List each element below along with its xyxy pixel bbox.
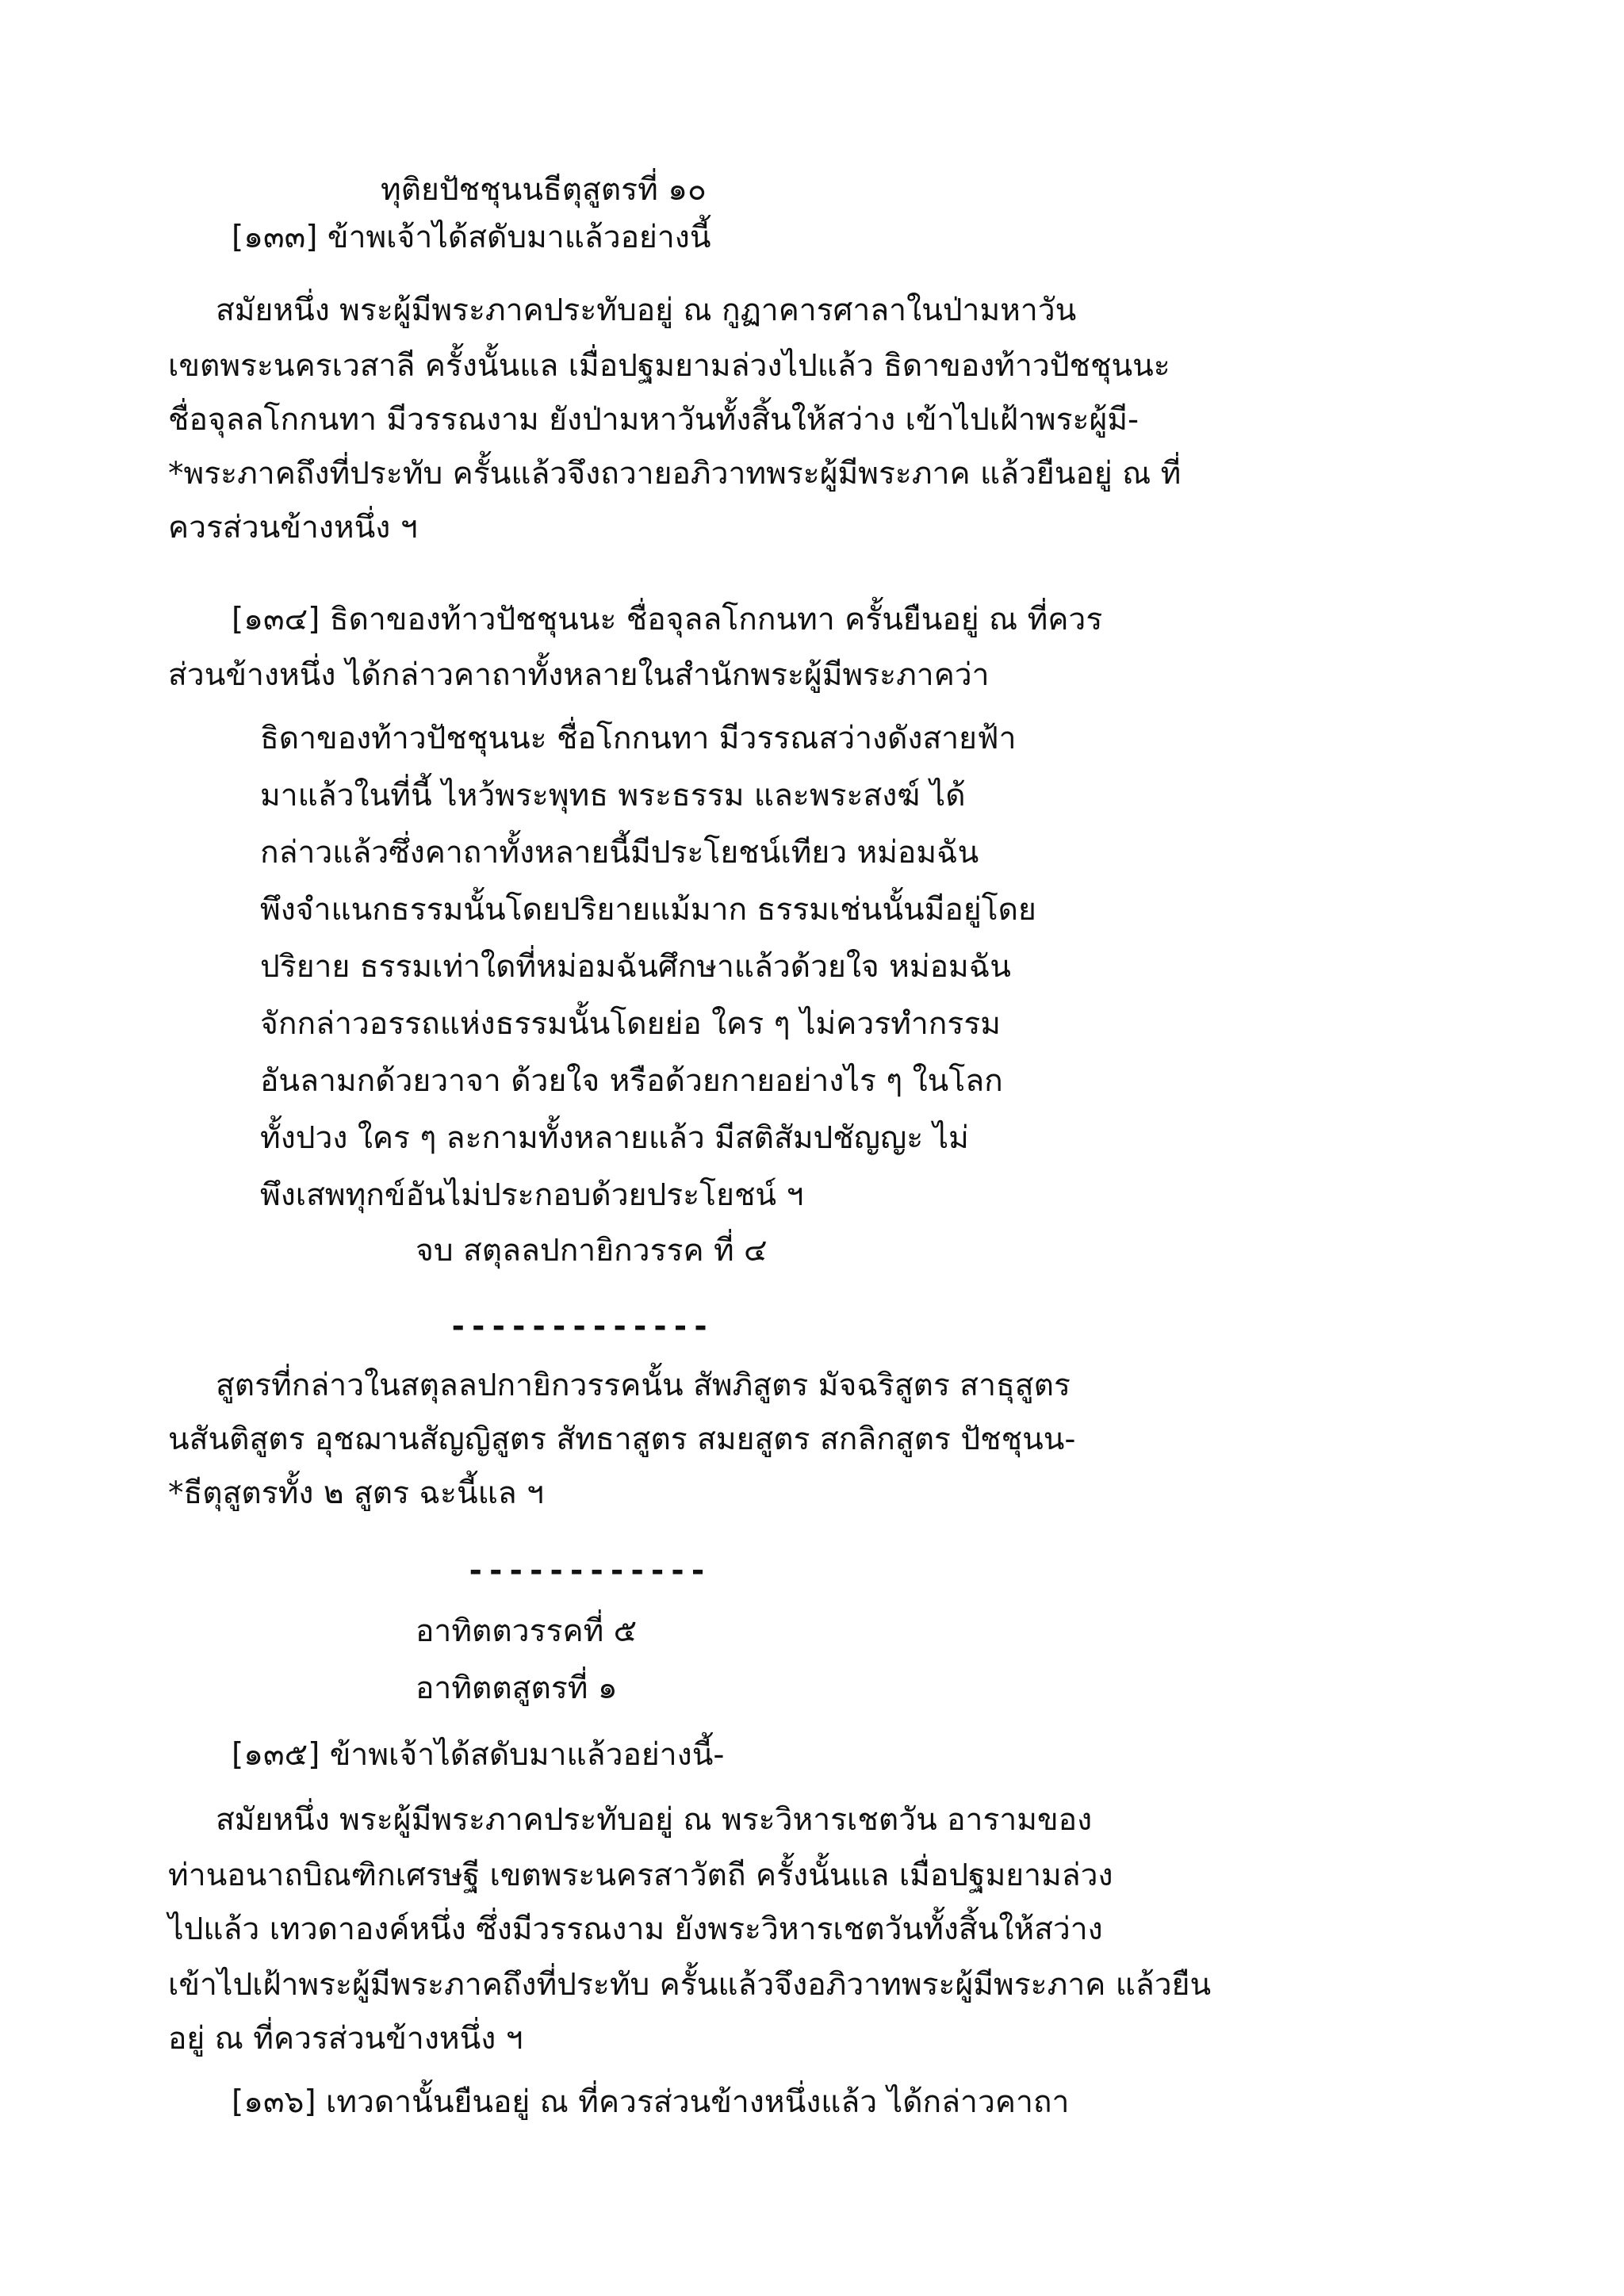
paragraph-133-heading: [๑๓๓] ข้าพเจ้าได้สดับมาแล้วอย่างนี้ — [232, 220, 711, 255]
sutta-title-10: ทุติยปัชชุนนธีตุสูตรที่ ๑๐ — [381, 172, 707, 208]
text-line: นสันติสูตร อุชฌานสัญญิสูตร สัทธาสูตร สมยสูตร สกลิกสูตร ปัชชุนน- — [168, 1422, 1076, 1457]
verse-line: ธิดาของท้าวปัชชุนนะ ชื่อโกกนทา มีวรรณสว่างดังสายฟ้า — [260, 721, 1017, 756]
verse-line: ทั้งปวง ใคร ๆ ละกามทั้งหลายแล้ว มีสติสัมปชัญญะ ไม่ — [260, 1120, 969, 1156]
paragraph-135-heading: [๑๓๕] ข้าพเจ้าได้สดับมาแล้วอย่างนี้- — [232, 1737, 725, 1773]
text-line: ไปแล้ว เทวดาองค์หนึ่ง ซึ่งมีวรรณงาม ยังพระวิหารเชตวันทั้งสิ้นให้สว่าง — [168, 1911, 1103, 1947]
text-line: ส่วนข้างหนึ่ง ได้กล่าวคาถาทั้งหลายในสำนักพระผู้มีพระภาคว่า — [168, 657, 990, 693]
text-line: สมัยหนึ่ง พระผู้มีพระภาคประทับอยู่ ณ พระวิหารเชตวัน อารามของ — [216, 1802, 1093, 1838]
text-line: อยู่ ณ ที่ควรส่วนข้างหนึ่ง ฯ — [168, 2021, 523, 2057]
text-line: ควรส่วนข้างหนึ่ง ฯ — [168, 510, 418, 545]
verse-line: พึงจำแนกธรรมนั้นโดยปริยายแม้มาก ธรรมเช่นนั้นมีอยู่โดย — [260, 892, 1036, 928]
text-line: เข้าไปเฝ้าพระผู้มีพระภาคถึงที่ประทับ ครั้นแล้วจึงอภิวาทพระผู้มีพระภาค แล้วยืน — [168, 1967, 1212, 2003]
paragraph-136-heading: [๑๓๖] เทวดานั้นยืนอยู่ ณ ที่ควรส่วนข้างหนึ่งแล้ว ได้กล่าวคาถา — [232, 2084, 1070, 2120]
verse-line: กล่าวแล้วซึ่งคาถาทั้งหลายนี้มีประโยชน์เทียว หม่อมฉัน — [260, 835, 979, 871]
verse-line: พึงเสพทุกข์อันไม่ประกอบด้วยประโยชน์ ฯ — [260, 1177, 804, 1213]
verse-line: มาแล้วในที่นี้ ไหว้พระพุทธ พระธรรม และพระสงฆ์ ได้ — [260, 778, 966, 813]
text-line: สมัยหนึ่ง พระผู้มีพระภาคประทับอยู่ ณ กูฏาคารศาลาในป่ามหาวัน — [216, 293, 1077, 328]
text-line: เขตพระนครเวสาลี ครั้งนั้นแล เมื่อปฐมยามล่วงไปแล้ว ธิดาของท้าวปัชชุนนะ — [168, 348, 1170, 384]
text-line: ชื่อจุลลโกกนทา มีวรรณงาม ยังป่ามหาวันทั้งสิ้นให้สว่าง เข้าไปเฝ้าพระผู้มี- — [168, 402, 1139, 438]
paragraph-134-heading: [๑๓๔] ธิดาของท้าวปัชชุนนะ ชื่อจุลลโกกนทา ครั้นยืนอยู่ ณ ที่ควร — [232, 602, 1103, 637]
chapter-end-line: จบ สตุลลปกายิกวรรค ที่ ๔ — [416, 1233, 768, 1269]
text-line: สูตรที่กล่าวในสตุลลปกายิกวรรคนั้น สัพภิสูตร มัจฉริสูตร สาธุสูตร — [216, 1368, 1071, 1403]
text-line: *พระภาคถึงที่ประทับ ครั้นแล้วจึงถวายอภิวาทพระผู้มีพระภาค แล้วยืนอยู่ ณ ที่ — [168, 456, 1182, 492]
text-line: *ธีตุสูตรทั้ง ๒ สูตร ฉะนี้แล ฯ — [168, 1475, 544, 1511]
text-line: ท่านอนาถบิณฑิกเศรษฐี เขตพระนครสาวัตถี ครั้งนั้นแล เมื่อปฐมยามล่วง — [168, 1858, 1113, 1893]
verse-line: ปริยาย ธรรมเท่าใดที่หม่อมฉันศึกษาแล้วด้วยใจ หม่อมฉัน — [260, 949, 1011, 985]
verse-line: จักกล่าวอรรถแห่งธรรมนั้นโดยย่อ ใคร ๆ ไม่ควรทำกรรม — [260, 1006, 1002, 1042]
separator-rule: ------------- — [449, 1309, 712, 1345]
separator-rule: ------------ — [466, 1553, 709, 1589]
sutta-title-1: อาทิตตสูตรที่ ๑ — [416, 1670, 618, 1706]
chapter-title: อาทิตตวรรคที่ ๕ — [416, 1613, 638, 1649]
verse-line: อันลามกด้วยวาจา ด้วยใจ หรือด้วยกายอย่างไร ๆ ในโลก — [260, 1063, 1003, 1099]
